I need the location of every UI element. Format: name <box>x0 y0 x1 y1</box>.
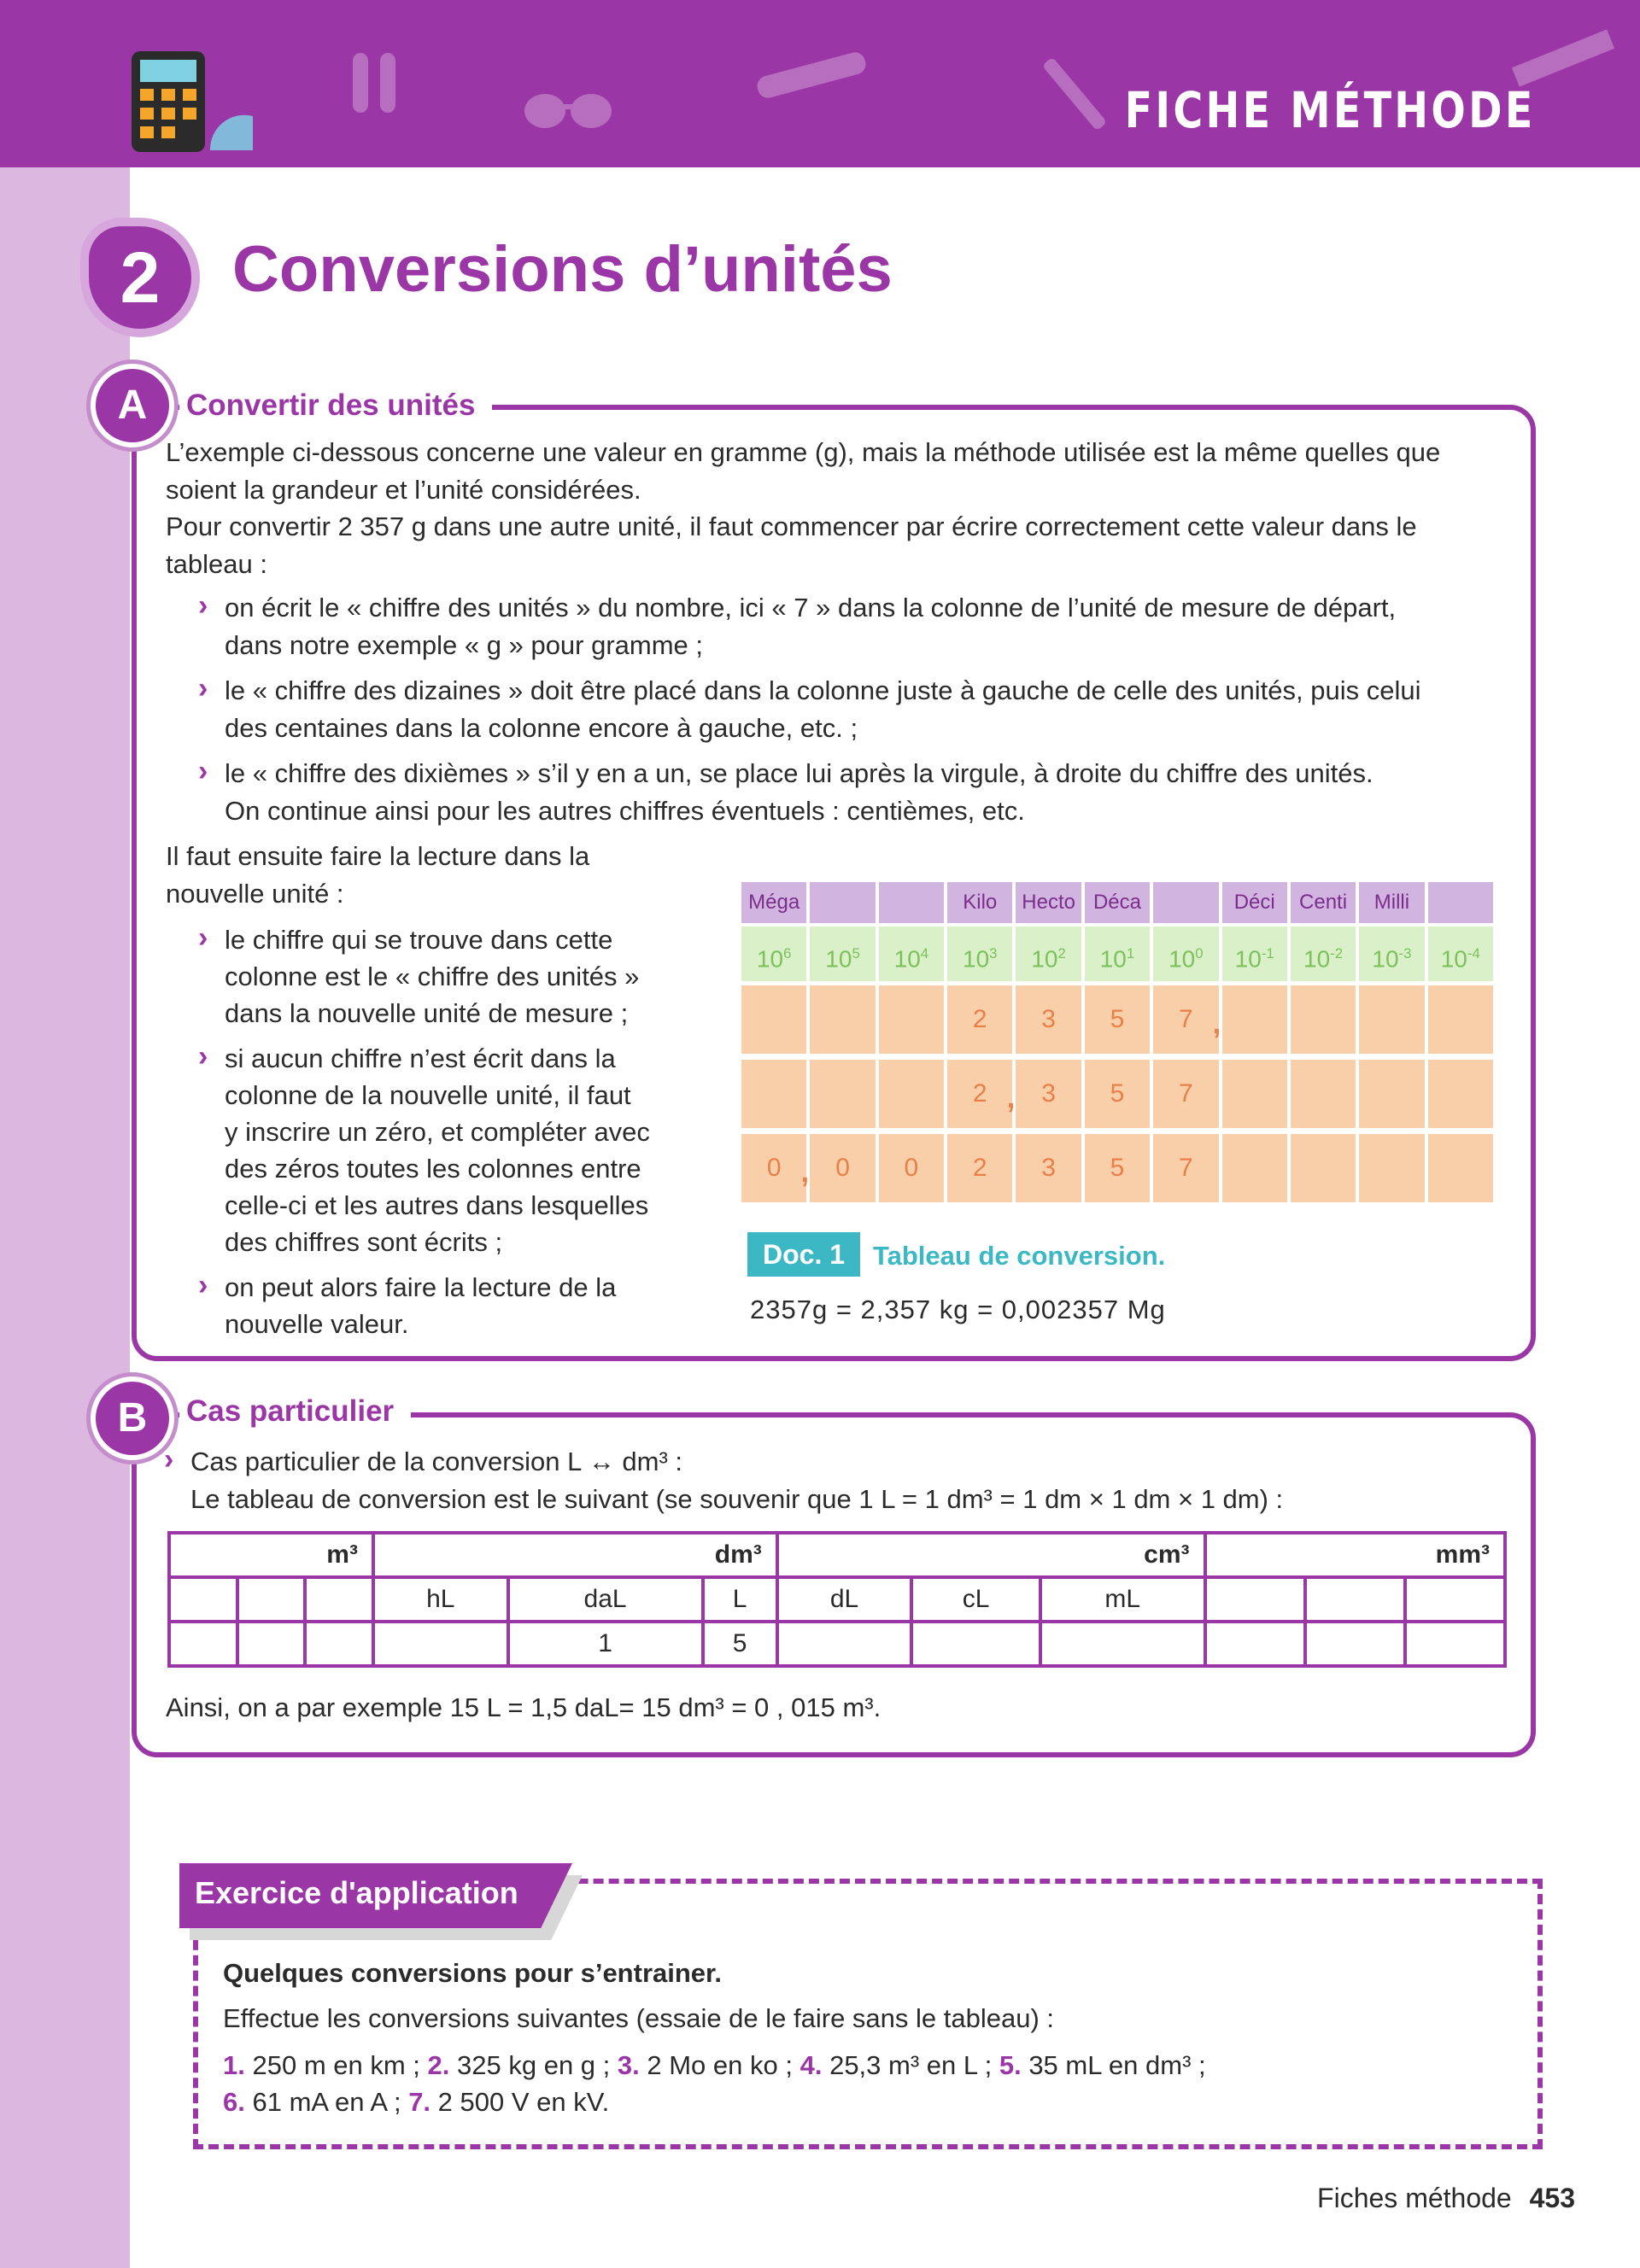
chevron-right-icon: › <box>198 1269 208 1301</box>
bullet-line: si aucun chiffre n’est écrit dans la <box>225 1043 616 1073</box>
bullet-line: colonne est le « chiffre des unités » <box>225 962 640 991</box>
volume-cell <box>169 1577 237 1622</box>
volume-cell <box>305 1622 373 1666</box>
digit-cell <box>1428 1060 1493 1128</box>
reading-line: Il faut ensuite faire la lecture dans la <box>166 841 590 871</box>
digit-cell <box>1222 985 1287 1054</box>
volume-cell <box>373 1622 508 1666</box>
section-b-letter: B <box>91 1377 174 1460</box>
unit-prefix-cell: Kilo <box>947 882 1012 923</box>
power-cell: $10^4$ <box>879 926 944 981</box>
power-cell: $10^{-2}$ <box>1291 926 1356 981</box>
chapter-number-badge <box>89 226 191 329</box>
bullet-line: on écrit le « chiffre des unités » du nombre, ici « 7 » dans la colonne de l’unité de mesure de départ, <box>225 593 1397 623</box>
chevron-right-icon: › <box>198 672 208 704</box>
digit-cell: 7 <box>1153 1060 1218 1128</box>
digit-cell <box>1359 1134 1424 1202</box>
example-line: Ainsi, on a par exemple 15 L = 1,5 daL= 15 dm³ = 0 , 015 m³. <box>166 1692 882 1722</box>
volume-cell <box>777 1622 912 1666</box>
unit-header: mm³ <box>1205 1533 1506 1577</box>
digit-cell <box>1428 985 1493 1054</box>
volume-table <box>167 1531 1507 1668</box>
digit-cell <box>741 985 806 1054</box>
bullet-line: des zéros toutes les colonnes entre <box>225 1154 641 1184</box>
chevron-right-icon: › <box>198 755 208 787</box>
volume-cell <box>1205 1577 1305 1622</box>
volume-cell: daL <box>508 1577 703 1622</box>
chevron-right-icon: › <box>198 921 208 954</box>
item-text: 250 m en km ; <box>252 2050 420 2080</box>
chapter-number: 2 <box>120 237 161 318</box>
page-number: 453 <box>1529 2183 1575 2213</box>
footer-label: Fiches méthode <box>1317 2183 1512 2213</box>
unit-prefix-cell <box>1153 882 1218 923</box>
exercise-title: Exercice d'application <box>195 1875 518 1910</box>
bullet-line: On continue ainsi pour les autres chiffres éventuels : centièmes, etc. <box>225 796 1025 826</box>
digit-cell: 5 <box>1085 1134 1150 1202</box>
power-cell: $10^5$ <box>810 926 875 981</box>
volume-cell <box>1040 1622 1205 1666</box>
volume-cell <box>305 1577 373 1622</box>
chevron-right-icon: › <box>164 1443 174 1476</box>
decimal-comma: , <box>1212 1008 1221 1040</box>
digit-cell: 3 <box>1016 1134 1081 1202</box>
digit-cell <box>1291 1060 1356 1128</box>
bullet-line: dans notre exemple « g » pour gramme ; <box>225 630 704 660</box>
item-text: 35 mL en dm³ ; <box>1028 2050 1206 2080</box>
page-footer <box>1317 2183 1575 2214</box>
digit-cell: 2 <box>947 1134 1012 1202</box>
bullet-line: colonne de la nouvelle unité, il faut <box>225 1080 631 1110</box>
item-text: 61 mA en A ; <box>252 2087 401 2117</box>
unit-prefix-cell: Centi <box>1291 882 1356 923</box>
intro-line: Pour convertir 2 357 g dans une autre unité, il faut commencer par écrire correctement cette valeur dans le <box>166 511 1417 541</box>
unit-prefix-cell <box>1428 882 1493 923</box>
unit-header: dm³ <box>373 1533 777 1577</box>
digit-cell: 3 <box>1016 985 1081 1054</box>
digit-cell <box>1359 1060 1424 1128</box>
volume-cell: dL <box>777 1577 912 1622</box>
volume-cell: cL <box>911 1577 1040 1622</box>
intro-line: tableau : <box>166 549 267 579</box>
bullet-line: on peut alors faire la lecture de la <box>225 1272 617 1302</box>
item-number: 2. <box>427 2050 450 2080</box>
bullet-line: dans la nouvelle unité de mesure ; <box>225 998 629 1028</box>
bullet-line: le « chiffre des dizaines » doit être placé dans la colonne juste à gauche de celle des unités, puis celui <box>225 675 1421 705</box>
section-b-title: Cas particulier <box>179 1394 411 1429</box>
exercise-items-line-1 <box>223 2047 1206 2084</box>
volume-cell <box>1305 1622 1405 1666</box>
chevron-right-icon: › <box>198 589 208 622</box>
bullet-line: des centaines dans la colonne encore à gauche, etc. ; <box>225 713 858 743</box>
digit-cell <box>879 985 944 1054</box>
left-margin-band <box>0 167 130 2268</box>
reading-line: nouvelle unité : <box>166 879 344 909</box>
power-cell: $10^6$ <box>741 926 806 981</box>
header-band <box>0 0 1640 167</box>
conversion-result: 2357g = 2,357 kg = 0,002357 Mg <box>750 1295 1166 1324</box>
item-text: 2 Mo en ko ; <box>647 2050 793 2080</box>
digit-cell <box>1359 985 1424 1054</box>
volume-cell: hL <box>373 1577 508 1622</box>
digit-cell: 3 <box>1016 1060 1081 1128</box>
digit-cell <box>1291 985 1356 1054</box>
digit-cell: 2 <box>947 985 1012 1054</box>
page-title: Conversions d’unités <box>232 233 893 306</box>
volume-cell: 5 <box>703 1622 777 1666</box>
digit-cell <box>810 1060 875 1128</box>
test-tubes-icon <box>337 44 414 121</box>
section-a-letter: A <box>91 364 174 447</box>
decimal-comma: , <box>1006 1082 1016 1114</box>
item-number: 4. <box>800 2050 823 2080</box>
volume-cell <box>1205 1622 1305 1666</box>
unit-prefix-cell <box>879 882 944 923</box>
unit-prefix-cell: Déci <box>1222 882 1287 923</box>
decimal-comma: , <box>800 1156 810 1189</box>
volume-cell: L <box>703 1577 777 1622</box>
exercise-items-line-2 <box>223 2084 609 2121</box>
volume-cell <box>1405 1622 1505 1666</box>
bullet-line: le « chiffre des dixièmes » s’il y en a un, se place lui après la virgule, à droite du chiffre des unités. <box>225 758 1374 788</box>
conversion-table <box>741 882 1496 1230</box>
volume-cell <box>237 1577 306 1622</box>
volume-cell <box>1405 1577 1505 1622</box>
bullet-line: le chiffre qui se trouve dans cette <box>225 925 613 955</box>
section-a-title: Convertir des unités <box>179 389 492 423</box>
volume-cell: mL <box>1040 1577 1205 1622</box>
bullet-line: celle-ci et les autres dans lesquelles <box>225 1190 649 1220</box>
digit-cell: 0 <box>879 1134 944 1202</box>
digit-cell <box>1222 1060 1287 1128</box>
digit-cell: 7 <box>1153 985 1218 1054</box>
item-text: 25,3 m³ en L ; <box>829 2050 993 2080</box>
digit-cell <box>1222 1134 1287 1202</box>
exercise-instruction: Effectue les conversions suivantes (essaie de le faire sans le tableau) : <box>223 2003 1055 2033</box>
power-cell: $10^2$ <box>1016 926 1081 981</box>
glasses-icon <box>521 85 615 137</box>
unit-header: cm³ <box>777 1533 1205 1577</box>
special-case-line: Cas particulier de la conversion L ↔ dm³ : <box>190 1447 683 1476</box>
intro-line: L’exemple ci-dessous concerne une valeur en gramme (g), mais la méthode utilisée est la même quelles que <box>166 437 1441 467</box>
item-text: 2 500 V en kV. <box>437 2087 610 2117</box>
volume-cell <box>169 1622 237 1666</box>
item-number: 6. <box>223 2087 245 2117</box>
volume-cell <box>237 1622 306 1666</box>
digit-cell: 5 <box>1085 985 1150 1054</box>
power-cell: $10^{-1}$ <box>1222 926 1287 981</box>
digit-cell <box>810 985 875 1054</box>
header-label: FICHE MÉTHODE <box>1124 81 1536 139</box>
unit-header: m³ <box>169 1533 373 1577</box>
pen-icon <box>1034 51 1119 137</box>
diploma-icon <box>747 47 876 107</box>
volume-cell <box>1305 1577 1405 1622</box>
power-cell: $10^0$ <box>1153 926 1218 981</box>
exercise-heading: Quelques conversions pour s’entrainer. <box>223 1958 723 1988</box>
digit-cell: 7 <box>1153 1134 1218 1202</box>
digit-cell <box>879 1060 944 1128</box>
power-cell: $10^1$ <box>1085 926 1150 981</box>
digit-cell: 0 <box>810 1134 875 1202</box>
unit-prefix-cell: Méga <box>741 882 806 923</box>
chevron-right-icon: › <box>198 1040 208 1073</box>
item-number: 3. <box>617 2050 640 2080</box>
power-cell: $10^{-3}$ <box>1359 926 1424 981</box>
unit-prefix-cell: Milli <box>1359 882 1424 923</box>
doc-caption: Tableau de conversion. <box>873 1241 1166 1271</box>
digit-cell: 2 <box>947 1060 1012 1128</box>
item-number: 7. <box>408 2087 431 2117</box>
digit-cell: 0 <box>741 1134 806 1202</box>
volume-cell: 1 <box>508 1622 703 1666</box>
power-cell: $10^{-4}$ <box>1428 926 1493 981</box>
unit-prefix-cell <box>810 882 875 923</box>
unit-prefix-cell: Déca <box>1085 882 1150 923</box>
calculator-icon <box>128 50 265 157</box>
digit-cell: 5 <box>1085 1060 1150 1128</box>
item-number: 1. <box>223 2050 245 2080</box>
bullet-line: y inscrire un zéro, et compléter avec <box>225 1117 650 1147</box>
doc-badge: Doc. 1 <box>747 1232 860 1277</box>
digit-cell <box>1428 1134 1493 1202</box>
item-text: 325 kg en g ; <box>457 2050 611 2080</box>
special-case-line: Le tableau de conversion est le suivant (se souvenir que 1 L = 1 dm³ = 1 dm × 1 dm × 1 dm) : <box>190 1484 1284 1514</box>
digit-cell <box>1291 1134 1356 1202</box>
unit-prefix-cell: Hecto <box>1016 882 1081 923</box>
bullet-line: nouvelle valeur. <box>225 1309 409 1339</box>
digit-cell <box>741 1060 806 1128</box>
power-cell: $10^3$ <box>947 926 1012 981</box>
volume-cell <box>911 1622 1040 1666</box>
item-number: 5. <box>999 2050 1022 2080</box>
bullet-line: des chiffres sont écrits ; <box>225 1227 503 1257</box>
intro-line: soient la grandeur et l’unité considérées. <box>166 475 641 505</box>
